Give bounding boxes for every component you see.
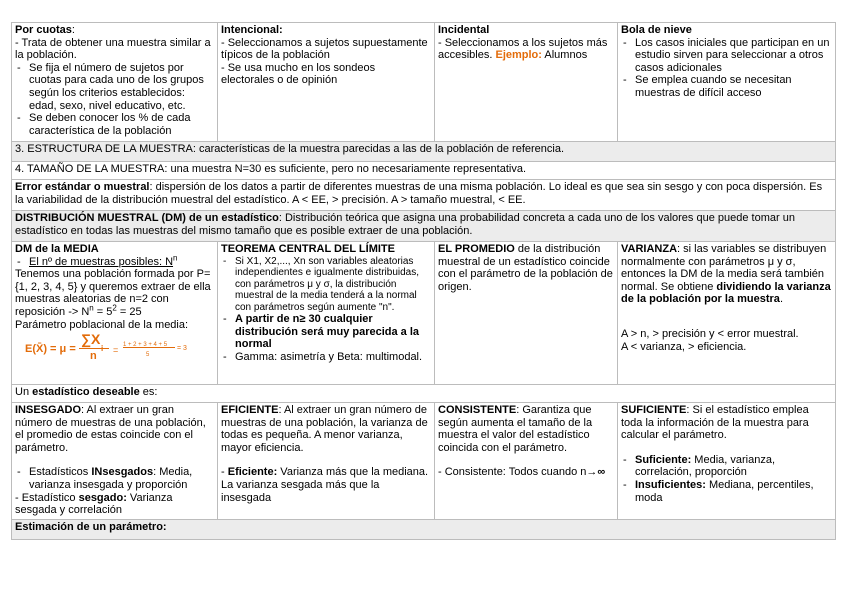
example-label: Ejemplo: xyxy=(495,49,542,62)
promedio-text: de la distribución muestral de un estadístico coincide con el parámetro de la población de origen. xyxy=(438,243,613,293)
suficiente-list xyxy=(621,454,832,504)
list-item: - Los casos iniciales que participan en un estudio sirven para seleccionar a otros casos adicionales xyxy=(621,37,832,75)
cell-por-cuotas: Por cuotas: - Trata de obtener una muestra similar a la población. - Se fija el número de sujetos por cuotas para cada uno de los grupos según los criterios establecidos: edad, sexo, nivel educativo, etc. - Se deben conocer los % de cada característica de la población xyxy=(12,23,218,142)
fraction-bar xyxy=(123,347,175,348)
dm-media-param: Parámetro poblacional de la media: xyxy=(15,318,189,331)
estimators-row xyxy=(12,403,836,520)
tamano-text: 4. TAMAÑO DE LA MUESTRA: una muestra N=30 es suficiente, pero no necesariamente representativa. xyxy=(12,162,836,180)
list-item: - Se fija el número de sujetos por cuotas para cada uno de los grupos según los criterios establecidos: edad, sexo, nivel educativo, etc. xyxy=(15,62,214,112)
formula-rhs-value: = 3 xyxy=(177,345,187,353)
insesgado-list xyxy=(15,466,214,491)
deseable-title: estadístico deseable xyxy=(32,386,140,398)
formula-rhs-denominator: 5 xyxy=(146,352,150,359)
deseable-suffix: es: xyxy=(139,386,158,398)
list-item xyxy=(15,466,214,491)
example-text: Tenemos una población formada por P= {1, 2, 3, 4, 5} y queremos extraer de ella muestras aleatorias de n=2 con reposición -> N xyxy=(15,268,211,318)
list-item: El nº de muestras posibles: N xyxy=(29,255,174,268)
teorema-list xyxy=(221,256,431,364)
eficiente-text: : Al extraer un gran número de muestras de una población, la varianza de todas es pequeña. A menor varianza, mayor eficiencia. xyxy=(221,404,428,454)
distribucion-title-2: DM xyxy=(165,212,183,224)
spacer xyxy=(15,454,214,466)
item-bold: sesgado: xyxy=(78,491,127,504)
estimacion-cell xyxy=(12,520,836,540)
teorema-title: TEOREMA CENTRAL DEL LÍMITE xyxy=(221,243,395,255)
spacer xyxy=(438,454,614,466)
distribucion-row xyxy=(12,211,836,242)
deseable-row xyxy=(12,385,836,403)
item-text: Estadísticos xyxy=(29,466,92,479)
estructura-row xyxy=(12,142,836,162)
distribucion-cell xyxy=(12,211,836,242)
cell-insesgado xyxy=(12,403,218,520)
item-text: - xyxy=(221,466,228,479)
example-text: = 5 xyxy=(93,305,113,318)
list-item: - Se deben conocer los % de cada característica de la población xyxy=(15,112,214,137)
cell-incidental xyxy=(435,23,618,142)
distribucion-title-1: DISTRIBUCIÓN MUESTRAL ( xyxy=(15,212,166,224)
item-bold: Suficiente: xyxy=(635,453,692,466)
error-row xyxy=(12,180,836,211)
dm-row xyxy=(12,242,836,385)
equals-sign: = xyxy=(113,345,119,356)
formula-subscript: i xyxy=(101,344,104,354)
estimacion-row xyxy=(12,520,836,540)
spacer xyxy=(621,306,832,328)
list-item: - Si X1, X2,..., Xn son variables aleatorias independientes e igualmente distribuidas, con parámetros μ y σ, la distribución muestral de la media tenderá a la normal con parámetros según aumente "n". xyxy=(221,256,431,314)
error-cell xyxy=(12,180,836,211)
example-text: Alumnos xyxy=(544,49,588,62)
formula-denominator: n xyxy=(90,350,97,363)
intencional-line: - Se usa mucho en los sondeos electorales o de opinión xyxy=(221,61,376,87)
item-text: Mediana, percentiles, moda xyxy=(635,478,814,504)
bola-list xyxy=(621,37,832,100)
error-title: Error estándar o muestral xyxy=(15,181,150,193)
formula-rhs-numerator: 1 + 2 + 3 + 4 + 5 xyxy=(123,342,168,349)
document-page xyxy=(11,22,835,540)
consistente-item xyxy=(438,466,614,479)
incidental-title: Incidental xyxy=(438,24,490,36)
estimacion-title: Estimación de un parámetro: xyxy=(15,521,167,533)
dm-media-example xyxy=(15,268,214,318)
summary-table xyxy=(11,22,836,540)
intencional-line: - Seleccionamos a sujetos supuestamente típicos de la población xyxy=(221,36,428,62)
list-item xyxy=(621,454,832,479)
consistente-title: CONSISTENTE xyxy=(438,404,517,416)
distribucion-title-3: ) de un estadístico xyxy=(182,212,279,224)
period: . xyxy=(779,293,783,306)
item-text: : Media, varianza insesgada y proporción xyxy=(29,466,193,491)
list-item: - Se emplea cuando se necesitan muestras de difícil acceso xyxy=(621,74,832,99)
eficiente-item xyxy=(221,466,431,504)
varianza-text: : si las variables se distribuyen normalmente con parámetros μ y σ, entonces la DM de la media será también normal. Se obtiene xyxy=(621,243,827,293)
item-text: Varianza sesgada y correlación xyxy=(15,491,173,517)
item-bold: Insuficientes: xyxy=(635,478,706,491)
suficiente-title: SUFICIENTE xyxy=(621,404,687,416)
superscript: n xyxy=(173,252,178,262)
bola-title: Bola de nieve xyxy=(621,24,692,36)
suficiente-text: : Si el estadístico emplea toda la información de la muestra para calcular el parámetro. xyxy=(621,404,809,442)
superscript: 2 xyxy=(112,303,117,313)
cuotas-title: Por cuotas xyxy=(15,24,72,36)
cuotas-list xyxy=(15,62,214,138)
insesgado-text: : Al extraer un gran número de muestras de una población, el promedio de estas coincide con el parámetro. xyxy=(15,404,206,454)
consistente-text: : Garantiza que según aumenta el tamaño de la muestra el valor del estadístico coincida con el parámetro. xyxy=(438,404,593,454)
example-text: = 25 xyxy=(116,305,142,318)
varianza-bold-text: dividiendo la varianza de la población por la muestra xyxy=(621,280,831,306)
deseable-prefix: Un xyxy=(15,386,33,398)
item-bold: Eficiente: xyxy=(227,466,278,479)
item-text: Varianza más que la mediana. La varianza sesgada más que la insesgada xyxy=(221,466,429,504)
cell-dm-media xyxy=(12,242,218,385)
item-bold: INsesgados xyxy=(91,466,154,479)
cell-eficiente xyxy=(218,403,435,520)
cell-bola-de-nieve xyxy=(618,23,836,142)
cell-intencional xyxy=(218,23,435,142)
estructura-text: 3. ESTRUCTURA DE LA MUESTRA: características de la muestra parecidas a las de la población de referencia. xyxy=(12,142,836,162)
tamano-row xyxy=(12,162,836,180)
fraction-bar xyxy=(79,348,109,349)
cell-promedio xyxy=(435,242,618,385)
sesgado-line xyxy=(15,492,214,517)
list-item xyxy=(621,479,832,504)
sampling-types-row xyxy=(12,23,836,142)
spacer xyxy=(221,454,431,466)
teorema-bold-item: A partir de n≥ 30 cualquier distribución será muy parecida a la normal xyxy=(235,313,420,351)
distribucion-text: : Distribución teórica que asigna una probabilidad concreta a cada uno de los valores que puede tomar un estadístico en todas las muestras del mismo tamaño que es posible extraer de una población. xyxy=(15,212,795,237)
formula-lhs: E(X̄) = μ = xyxy=(25,343,76,356)
intencional-title: Intencional: xyxy=(221,24,283,36)
dm-media-list xyxy=(15,252,214,269)
formula-sigma: ∑X xyxy=(81,331,101,348)
insesgado-title: INSESGADO xyxy=(15,404,82,416)
cell-consistente xyxy=(435,403,618,520)
infinity-symbol: ∞ xyxy=(597,466,606,479)
dm-media-title: DM de la MEDIA xyxy=(15,243,99,255)
item-text: - Consistente: Todos cuando n→ xyxy=(438,466,598,479)
cell-teorema xyxy=(218,242,435,385)
varianza-line: A > n, > precisión y < error muestral. xyxy=(621,327,799,340)
cell-suficiente xyxy=(618,403,836,520)
varianza-line: A < varianza, > eficiencia. xyxy=(621,340,747,353)
cuotas-intro: - Trata de obtener una muestra similar a la población. xyxy=(15,36,211,62)
superscript: n xyxy=(89,303,94,313)
error-text: : dispersión de los datos a partir de diferentes muestras de una misma población. Lo ideal es que sea sin sesgo y con poca dispersión. Es la variabilidad de la distribución muestral del estadístico. A < EE, > precisión. A > tamaño muestral, < EE. xyxy=(15,181,823,206)
item-text: - Estadístico xyxy=(15,491,79,504)
cell-varianza xyxy=(618,242,836,385)
promedio-title: EL PROMEDIO xyxy=(438,243,515,255)
list-item xyxy=(221,313,431,351)
eficiente-title: EFICIENTE xyxy=(221,404,279,416)
mean-formula xyxy=(15,331,214,363)
incidental-text: - Seleccionamos a los sujetos más accesibles. xyxy=(438,36,608,62)
varianza-title: VARIANZA xyxy=(621,243,678,255)
spacer xyxy=(621,442,832,454)
item-text: Media, varianza, correlación, proporción xyxy=(635,453,775,479)
list-item: - Gamma: asimetría y Beta: multimodal. xyxy=(221,351,431,364)
deseable-cell xyxy=(12,385,836,403)
